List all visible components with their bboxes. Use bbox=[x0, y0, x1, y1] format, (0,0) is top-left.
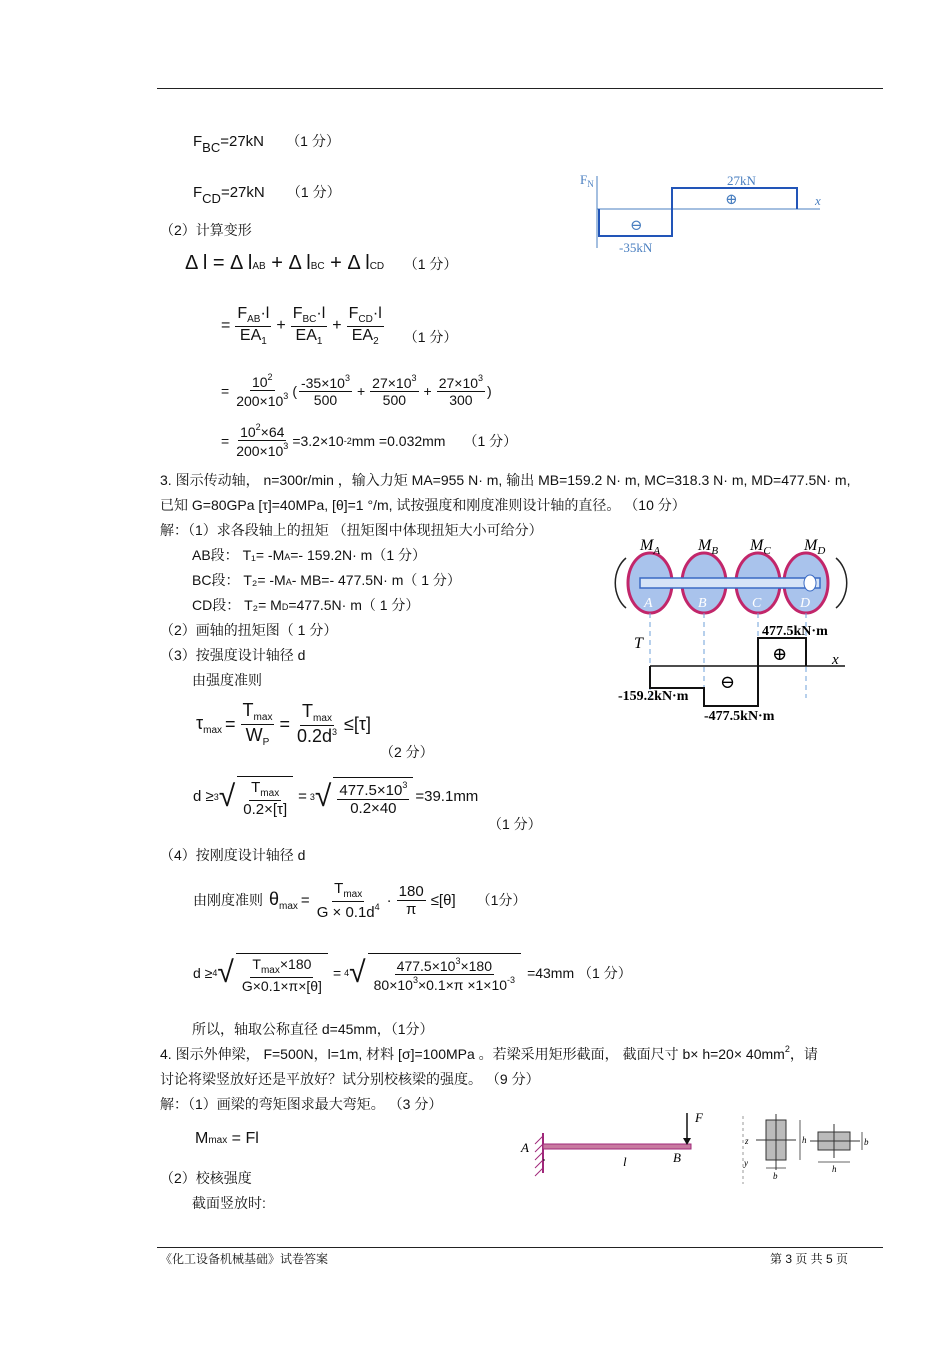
footer-rule bbox=[157, 1247, 883, 1248]
beam-b-label: B bbox=[673, 1150, 681, 1165]
h-label-2: h bbox=[832, 1164, 837, 1174]
deformation-equation-2: = $\frac{F_{AB}\cdot l}{EA_1}$ + $\frac{F_{BC}\cdot l}{EA_1}$ + $\frac{F_{CD}\cdot l}{EA_2}$ （1 分） bbox=[221, 305, 458, 347]
beam-f-label: F bbox=[695, 1110, 703, 1125]
plus-sign: ⊕ bbox=[725, 192, 738, 208]
strength-equation: $\tau_{max}$ = $\frac{T_{max}}{W_P}$ = $\frac{T_{max}}{0.2d^3}$ ≤[τ] bbox=[196, 700, 372, 748]
label-mc: $M_C$ bbox=[750, 537, 771, 557]
label-a: A bbox=[644, 596, 653, 611]
neg2-torque-label: -477.5kN·m bbox=[704, 709, 775, 724]
q3-step2: （2）画轴的扭矩图（ 1 分） bbox=[160, 622, 338, 638]
y-label: y bbox=[744, 1158, 748, 1168]
label-b: B bbox=[698, 596, 707, 611]
beam-a-label: A bbox=[521, 1140, 529, 1155]
q3-ab: AB段： T₁= -MA=- 159.2N· m（1 分） bbox=[192, 547, 427, 563]
force-line bbox=[599, 188, 797, 236]
cross-section-diagram bbox=[738, 1112, 888, 1187]
shaft-end bbox=[804, 575, 816, 591]
delta-equation: Δ l = Δ lAB + Δ lBC + Δ lCD （1 分） bbox=[185, 252, 458, 274]
q3-final: 所以，轴取公称直径 d=45mm，（1分） bbox=[192, 1021, 434, 1037]
diameter-stiffness-equation: d ≥ 4 √ $\frac{T_{max}\times 180}{G\times 0.1\times\pi\times[\theta]}$ = 4 √ $\frac{477.5\times 10^3\times 180}{80\times 10^3\times 0.1\times\pi \times 1\times 10^{-3}}$ =43mm （1 分） bbox=[193, 953, 632, 994]
deformation-equation-4: = $\frac{10^2\times 64}{200\times 10^3}$ =3.2×10 -2 mm =0.032mm （1 分） bbox=[221, 422, 518, 460]
q4-solution: 解：（1）画梁的弯矩图求最大弯矩。 （3 分） bbox=[160, 1096, 443, 1112]
stiffness-equation: 由刚度准则 $\theta_{max}$ = $\frac{T_{max}}{G \times 0.1d^4}$ · $\frac{180}{\pi}$ ≤[θ] （1分） bbox=[193, 880, 527, 921]
neg-label: -35kN bbox=[619, 240, 653, 255]
step2-heading: （2）计算变形 bbox=[160, 222, 252, 238]
q3-line2: 已知 G=80GPa [τ]=40MPa, [θ]=1 °/m, 试按强度和刚度准则设计轴的直径。 （10 分） bbox=[160, 497, 686, 513]
b-label-1: b bbox=[773, 1171, 778, 1181]
mmax-equation: Mmax = Fl bbox=[195, 1130, 259, 1147]
q3-solution: 解：（1）求各段轴上的扭矩 （扭矩图中体现扭矩大小可给分） bbox=[160, 522, 543, 538]
tau-score: （2 分） bbox=[380, 744, 434, 760]
minus-sign: ⊖ bbox=[630, 218, 643, 234]
footer-right: 第 3 页 共 5 页 bbox=[770, 1252, 849, 1266]
d1-score: （1 分） bbox=[488, 816, 542, 832]
shaft bbox=[640, 578, 820, 588]
q3-line1: 3. 图示传动轴， n=300r/min ，输入力矩 MA=955 N· m, 输出 MB=159.2 N· m, MC=318.3 N· m, MD=477.5N· m, bbox=[160, 472, 851, 488]
wall-hatch bbox=[535, 1136, 543, 1176]
fbc-line: FBC=27kN （1 分） bbox=[193, 133, 340, 155]
diameter-strength-equation: d ≥ 3 √ $\frac{T_{max}}{0.2\times[\tau]}$ = 3 √ $\frac{477.5\times 10^3}{0.2\times 40}$ =39.1mm bbox=[193, 776, 478, 818]
z-label: z bbox=[745, 1136, 749, 1146]
plus-torque: ⊕ bbox=[772, 644, 788, 664]
label-c: C bbox=[752, 596, 762, 611]
moment-arrow-d bbox=[836, 558, 847, 608]
fn-label: $F_N$ bbox=[580, 172, 594, 189]
beam-l-label: l bbox=[623, 1154, 627, 1169]
label-d: D bbox=[800, 596, 811, 611]
label-ma: $M_A$ bbox=[640, 537, 661, 557]
q3-step4: （4）按刚度设计轴径 d bbox=[160, 847, 306, 863]
h-label-1: h bbox=[802, 1135, 807, 1145]
x2-label: x bbox=[832, 652, 839, 668]
moment-arrow-a bbox=[615, 558, 626, 608]
b-label-2: b bbox=[864, 1137, 869, 1147]
label-mb: $M_B$ bbox=[698, 537, 719, 557]
q3-bc: BC段： T₂= -MA- MB=- 477.5N· m（ 1 分） bbox=[192, 572, 461, 588]
section-vertical bbox=[743, 1114, 807, 1181]
neg1-torque-label: -159.2kN·m bbox=[618, 689, 689, 704]
q3-cd: CD段： T₂= MD=477.5N· m（ 1 分） bbox=[192, 597, 420, 613]
label-md: $M_D$ bbox=[804, 537, 826, 557]
q4-step2b: 截面竖放时: bbox=[192, 1195, 266, 1211]
q4-line1: 4. 图示外伸梁， F=500N，l=1m, 材料 [σ]=100MPa 。若梁采用矩形截面， 截面尺寸 $b\times h=20\times 40mm^2$，请 bbox=[160, 1044, 818, 1062]
q4-step2: （2）校核强度 bbox=[160, 1170, 252, 1186]
fcd-line: FCD=27kN （1 分） bbox=[193, 184, 341, 206]
footer-left: 《化工设备机械基础》试卷答案 bbox=[160, 1252, 329, 1266]
q4-line2: 讨论将梁竖放好还是平放好？试分别校核梁的强度。 （9 分） bbox=[160, 1071, 540, 1087]
header-rule bbox=[157, 88, 883, 89]
pos-label: 27kN bbox=[727, 173, 756, 188]
axial-force-diagram bbox=[575, 168, 835, 263]
x-label: x bbox=[815, 193, 821, 208]
q3-step3: （3）按强度设计轴径 d bbox=[160, 647, 306, 663]
torque-diagram bbox=[610, 528, 855, 728]
minus-torque: ⊖ bbox=[720, 672, 736, 692]
t-label: T bbox=[634, 635, 643, 652]
beam bbox=[543, 1144, 691, 1149]
q3-step3b: 由强度准则 bbox=[192, 672, 262, 688]
section-horizontal bbox=[810, 1124, 869, 1174]
deformation-equation-3: = $\frac{10^2}{200\times 10^3}$ ( $\frac{-35\times 10^3}{500}$ + $\frac{27\times 10^3}{500}$ + $\frac{27\times 10^3}{300}$ ) bbox=[221, 372, 492, 410]
beam-diagram bbox=[515, 1108, 705, 1188]
pos-torque-label: 477.5kN·m bbox=[762, 624, 828, 639]
